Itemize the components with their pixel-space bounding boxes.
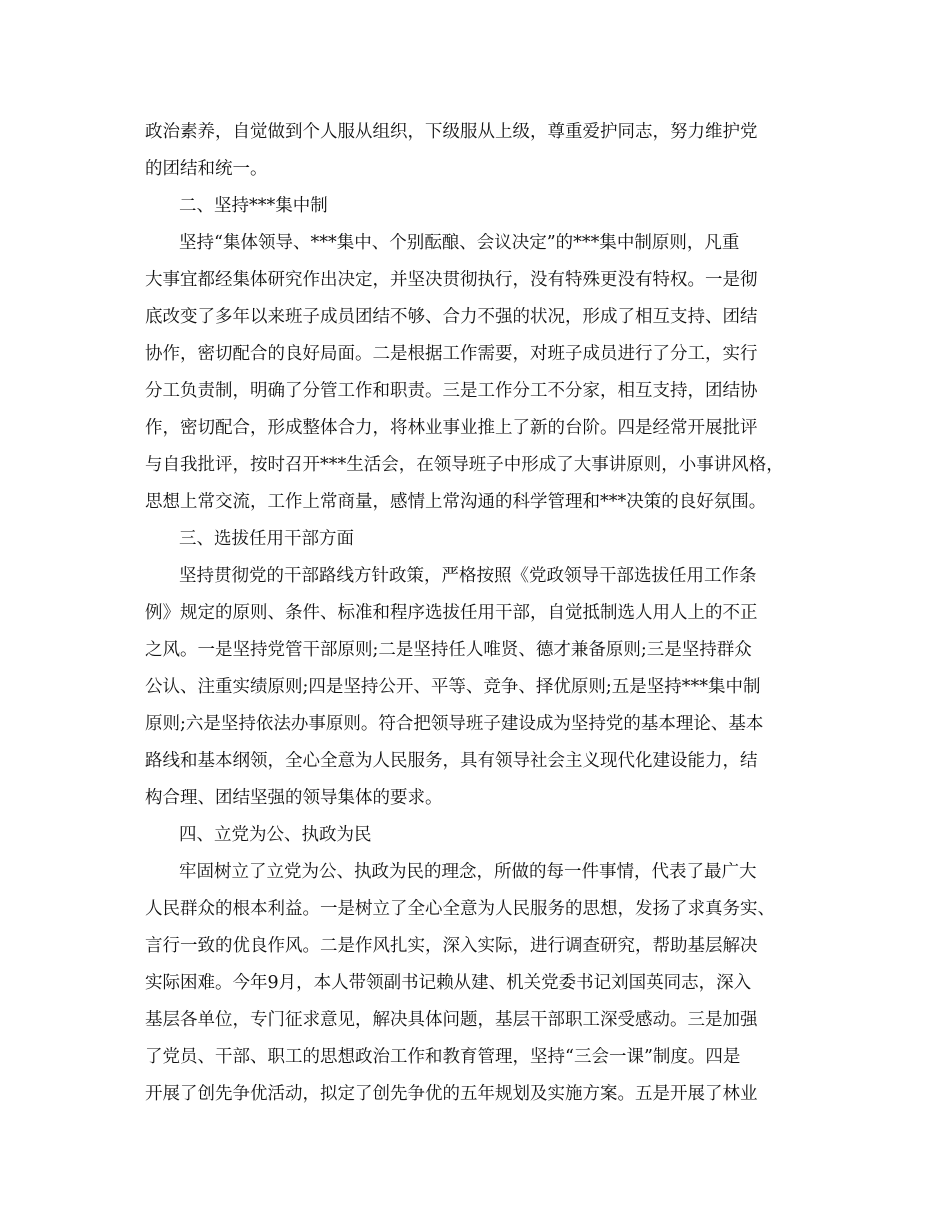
- paragraph-line: 底改变了多年以来班子成员团结不够、合力不强的状况，形成了相互支持、团结: [145, 307, 758, 327]
- paragraph-line: 实际困难。今年9月，本人带领副书记赖从建、机关党委书记刘国英同志，深入: [145, 973, 752, 993]
- paragraph-line: 作，密切配合，形成整体合力，将林业事业推上了新的台阶。四是经常开展批评: [145, 418, 758, 438]
- section-heading: 四、立党为公、执政为民: [179, 825, 372, 845]
- paragraph-line: 坚持贯彻党的干部路线方针政策，严格按照《党政领导干部选拔任用工作条: [179, 566, 757, 586]
- paragraph-line: 人民群众的根本利益。一是树立了全心全意为人民服务的思想，发扬了求真务实、: [145, 899, 775, 919]
- paragraph-line: 牢固树立了立党为公、执政为民的理念，所做的每一件事情，代表了最广大: [179, 862, 757, 882]
- paragraph-line: 协作，密切配合的良好局面。二是根据工作需要，对班子成员进行了分工，实行: [145, 344, 758, 364]
- paragraph-line: 原则;六是坚持依法办事原则。符合把领导班子建设成为坚持党的基本理论、基本: [145, 714, 764, 734]
- paragraph-line: 基层各单位，专门征求意见，解决具体问题，基层干部职工深受感动。三是加强: [145, 1010, 758, 1030]
- paragraph-line: 路线和基本纲领，全心全意为人民服务，具有领导社会主义现代化建设能力，结: [145, 751, 758, 771]
- paragraph-line: 政治素养，自觉做到个人服从组织，下级服从上级，尊重爱护同志，努力维护党: [145, 122, 758, 142]
- paragraph-line: 言行一致的优良作风。二是作风扎实，深入实际，进行调查研究，帮助基层解决: [145, 936, 758, 956]
- paragraph-line: 公认、注重实绩原则;四是坚持公开、平等、竞争、择优原则;五是坚持***集中制: [145, 677, 761, 697]
- paragraph-line: 分工负责制，明确了分管工作和职责。三是工作分工不分家，相互支持，团结协: [145, 381, 758, 401]
- paragraph-line: 大事宜都经集体研究作出决定，并坚决贯彻执行，没有特殊更没有特权。一是彻: [145, 270, 758, 290]
- section-heading: 三、选拔任用干部方面: [179, 529, 354, 549]
- paragraph-line: 与自我批评，按时召开***生活会，在领导班子中形成了大事讲原则，小事讲风格，: [145, 455, 784, 475]
- paragraph-line: 坚持“集体领导、***集中、个别酝酿、会议决定”的***集中制原则，凡重: [179, 233, 740, 253]
- paragraph-line: 了党员、干部、职工的思想政治工作和教育管理，坚持“三会一课”制度。四是: [145, 1047, 741, 1067]
- paragraph-line: 之风。一是坚持党管干部原则;二是坚持任人唯贤、德才兼备原则;三是坚持群众: [145, 640, 752, 660]
- section-heading: 二、坚持***集中制: [179, 196, 328, 216]
- paragraph-line: 开展了创先争优活动，拟定了创先争优的五年规划及实施方案。五是开展了林业: [145, 1084, 758, 1104]
- paragraph-line: 例》规定的原则、条件、标准和程序选拔任用干部，自觉抵制选人用人上的不正: [145, 603, 758, 623]
- paragraph-line: 思想上常交流，工作上常商量，感情上常沟通的科学管理和***决策的良好氛围。: [145, 492, 767, 512]
- paragraph-line: 构合理、团结坚强的领导集体的要求。: [145, 788, 443, 808]
- paragraph-line: 的团结和统一。: [145, 159, 268, 179]
